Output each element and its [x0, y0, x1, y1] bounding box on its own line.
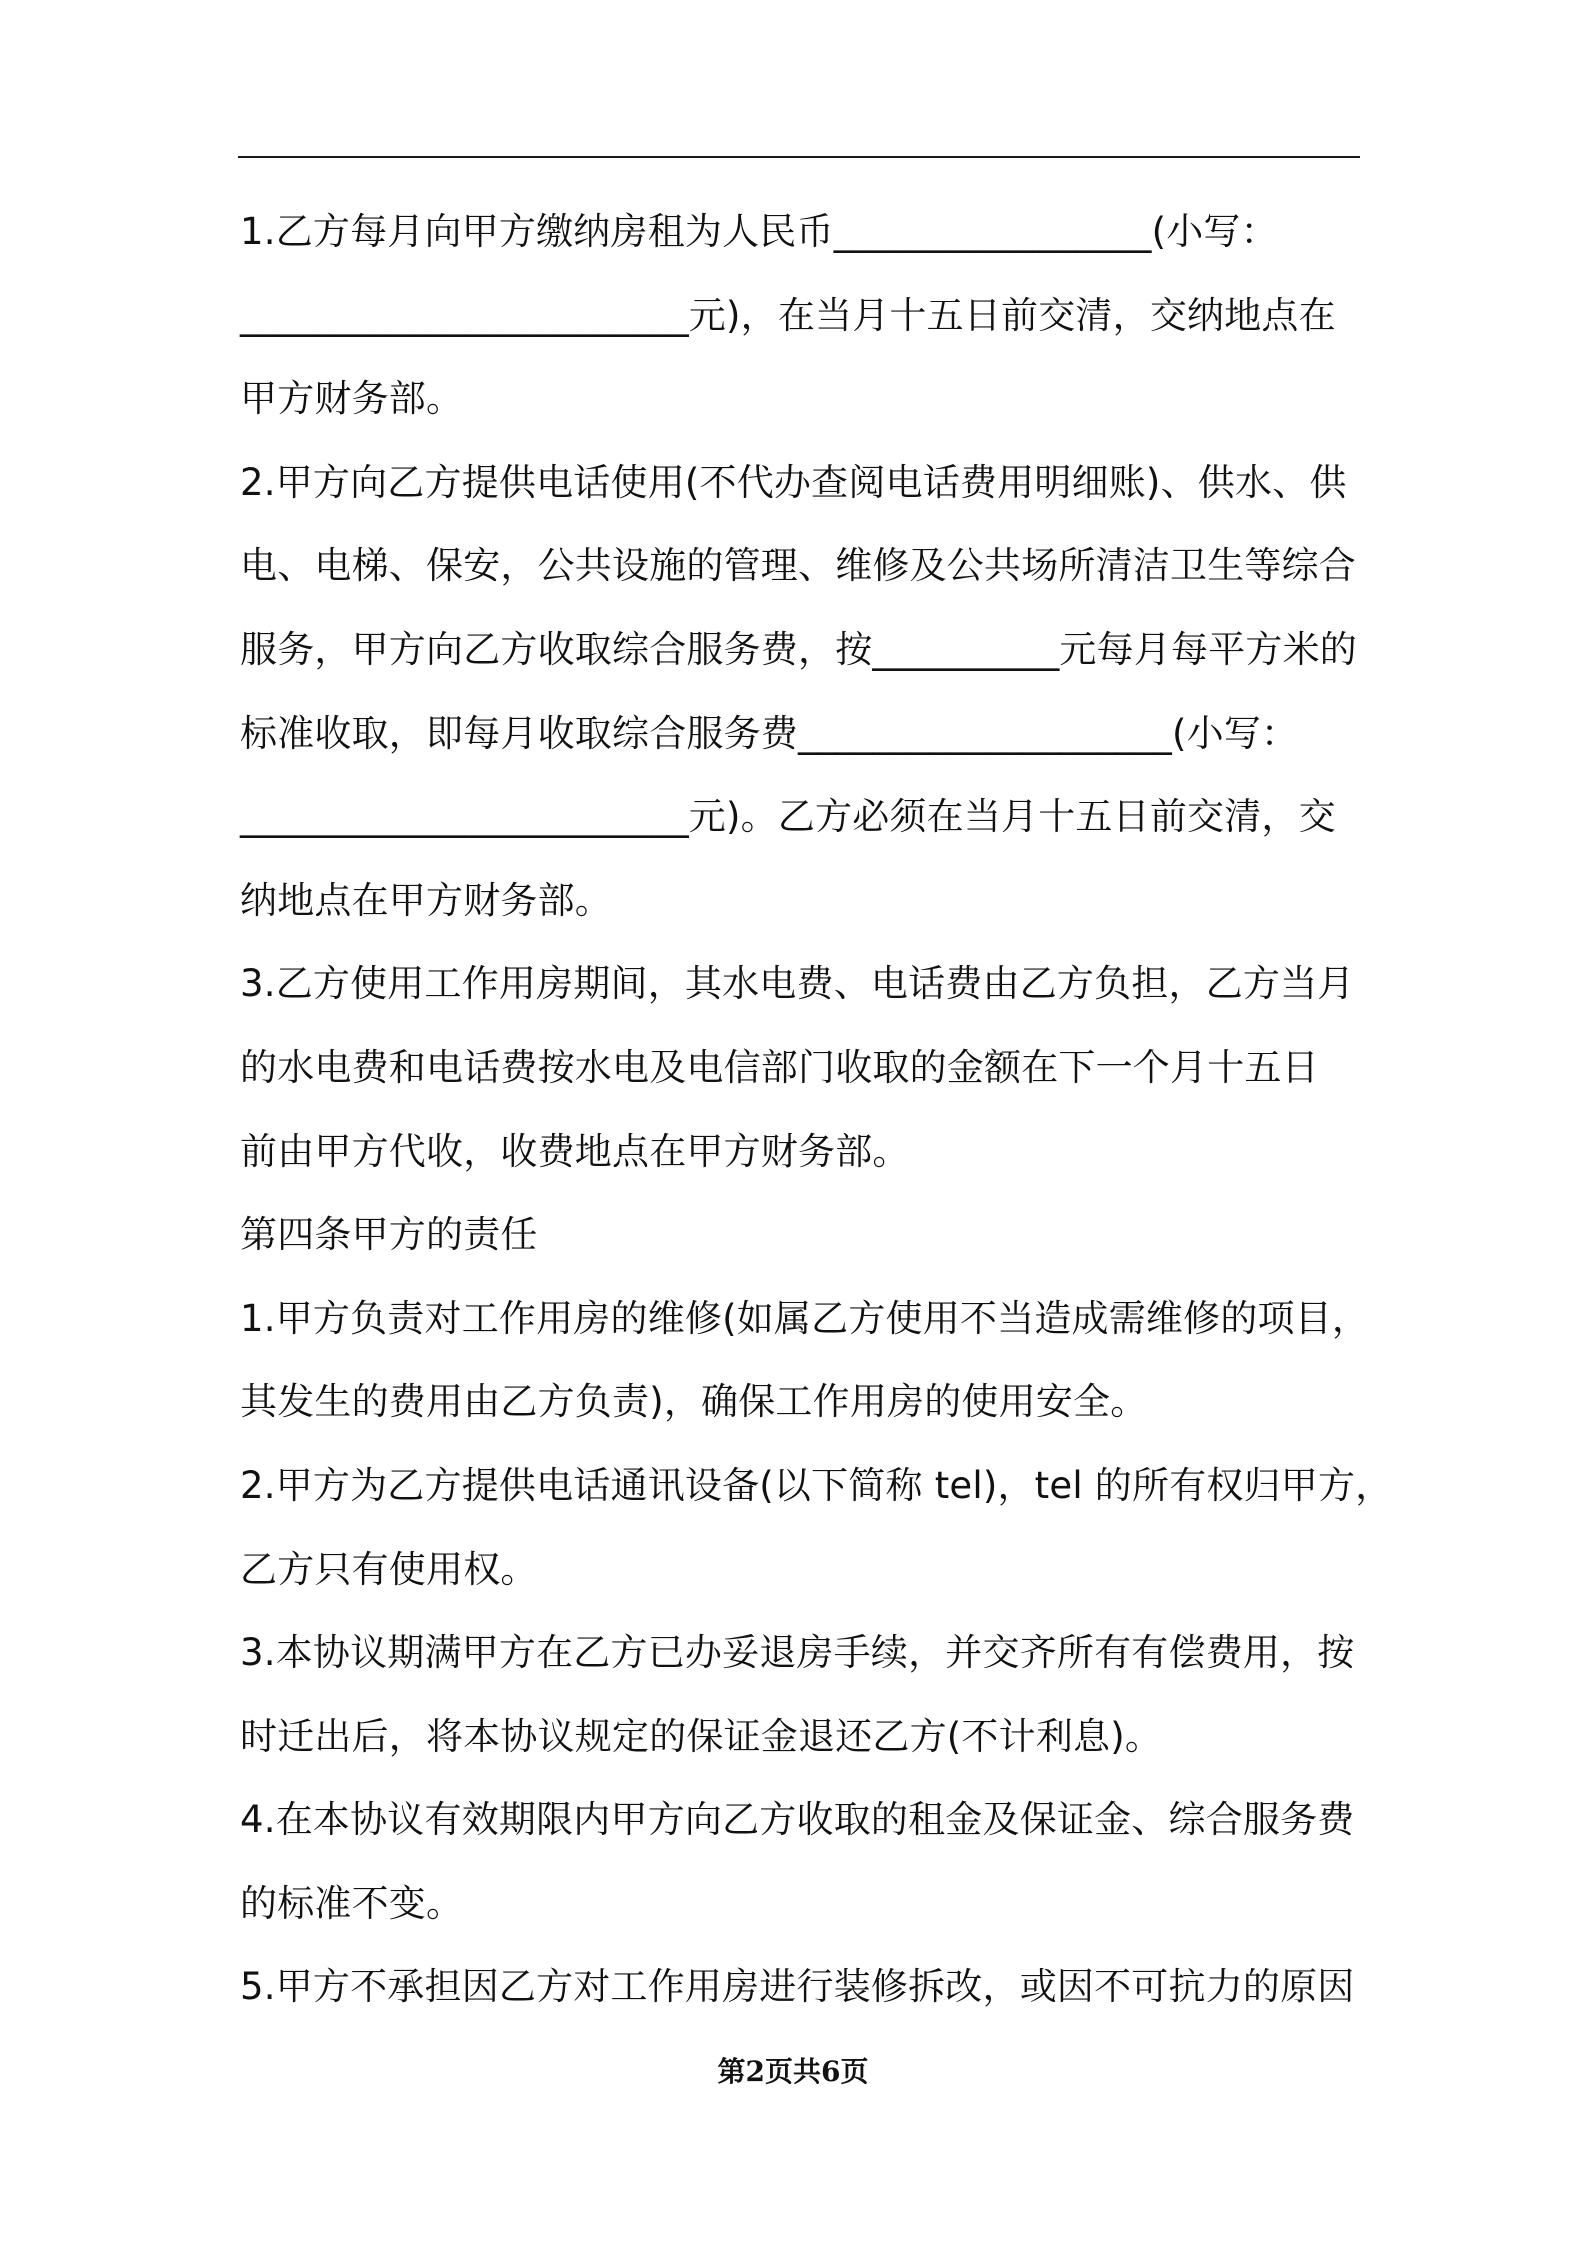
text-line: 2.甲方为乙方提供电话通讯设备(以下简称 tel)，tel 的所有权归甲方， — [240, 1463, 1393, 1507]
text-line: 甲方财务部。 — [240, 377, 464, 421]
text-line: 3.本协议期满甲方在乙方已办妥退房手续，并交齐所有有偿费用，按 — [240, 1631, 1355, 1675]
text-line: 5.甲方不承担因乙方对工作用房进行装修拆改，或因不可抗力的原因 — [240, 1965, 1355, 2009]
text-line: 的标准不变。 — [240, 1881, 464, 1925]
text-line: 前由甲方代收，收费地点在甲方财务部。 — [240, 1129, 910, 1173]
text-line: ________________________元)，在当月十五日前交清，交纳地点在 — [240, 293, 1336, 337]
text-line: 服务，甲方向乙方收取综合服务费，按__________元每月每平方米的 — [240, 627, 1357, 671]
text-line: 标准收取，即每月收取综合服务费____________________(小写： — [240, 711, 1299, 755]
header-divider — [238, 156, 1360, 158]
text-line: 4.在本协议有效期限内甲方向乙方收取的租金及保证金、综合服务费 — [240, 1798, 1355, 1842]
text-line: 其发生的费用由乙方负责)，确保工作用房的使用安全。 — [240, 1380, 1148, 1424]
text-line: 2.甲方向乙方提供电话使用(不代办查阅电话费用明细账)、供水、供 — [240, 460, 1347, 504]
text-line: 时迁出后，将本协议规定的保证金退还乙方(不计利息)。 — [240, 1714, 1163, 1758]
text-line: 电、电梯、保安，公共设施的管理、维修及公共场所清洁卫生等综合 — [240, 544, 1356, 588]
text-line: 1.乙方每月向甲方缴纳房租为人民币_________________(小写： — [240, 210, 1278, 253]
section-heading: 第四条甲方的责任 — [240, 1213, 538, 1257]
text-line: ________________________元)。乙方必须在当月十五日前交清，交 — [240, 795, 1336, 839]
text-line: 的水电费和电话费按水电及电信部门收取的金额在下一个月十五日 — [240, 1045, 1319, 1089]
text-line: 1.甲方负责对工作用房的维修(如属乙方使用不当造成需维修的项目， — [240, 1296, 1370, 1340]
document-body — [240, 190, 1393, 2029]
text-line: 纳地点在甲方财务部。 — [240, 878, 612, 922]
text-line: 3.乙方使用工作用房期间，其水电费、电话费由乙方负担，乙方当月 — [240, 962, 1355, 1006]
page-number: 第2页共6页 — [717, 2055, 869, 2088]
text-line: 乙方只有使用权。 — [240, 1547, 538, 1591]
